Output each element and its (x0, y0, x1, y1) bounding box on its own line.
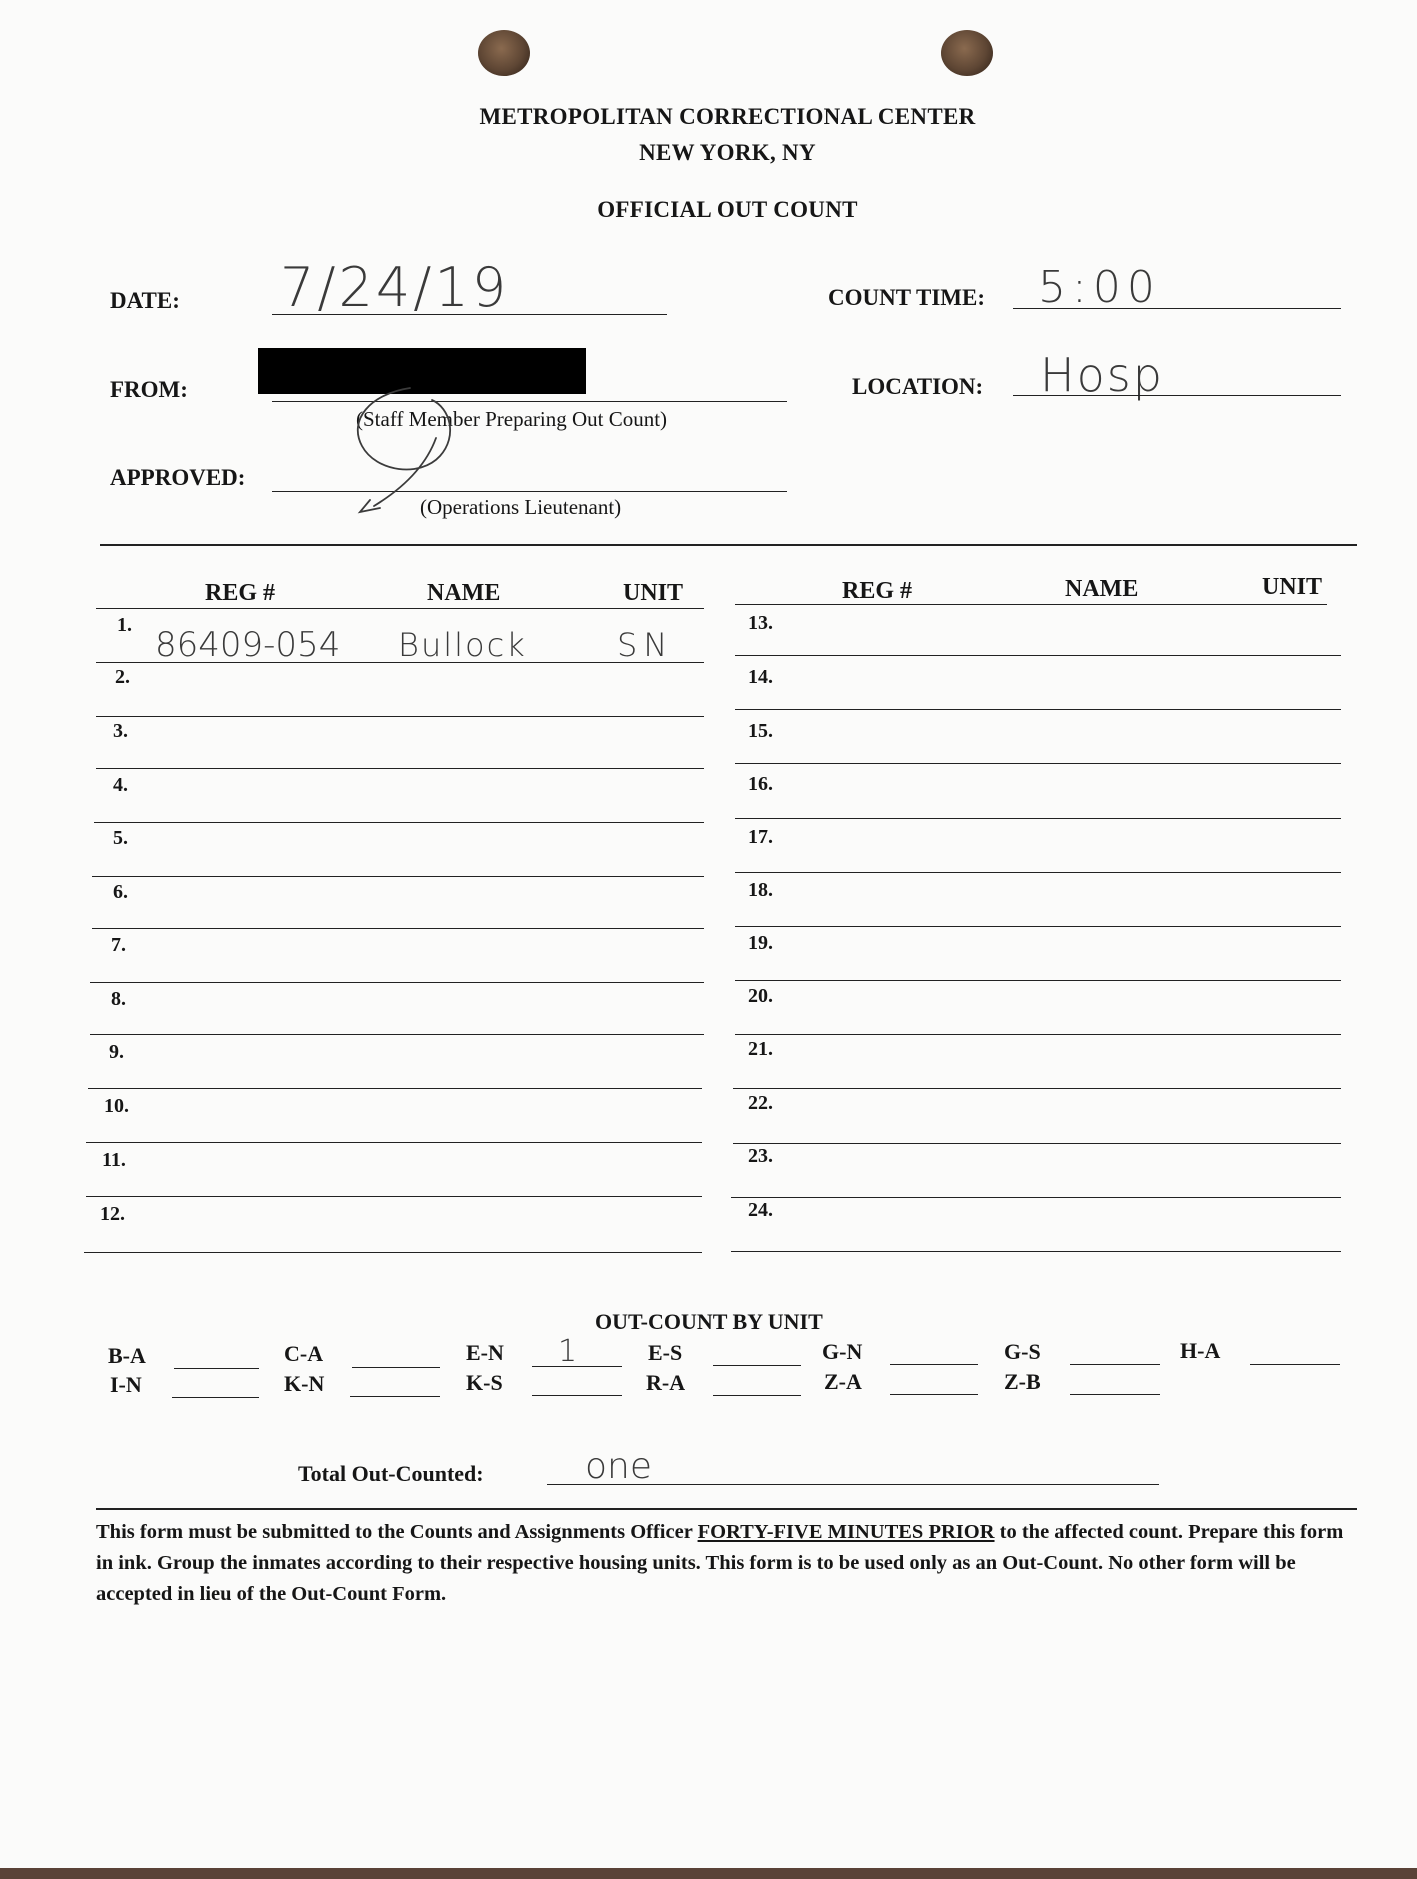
row-line (96, 768, 704, 769)
unit-blank-g-s[interactable] (1070, 1364, 1160, 1365)
unit-label-g-n: G-N (822, 1339, 863, 1364)
unit-blank-e-s[interactable] (713, 1365, 801, 1366)
punch-hole-left (478, 30, 530, 76)
row-number: 4. (113, 774, 128, 796)
row-line (733, 1088, 1341, 1089)
row-line (96, 662, 704, 663)
section-divider-bottom (96, 1508, 1357, 1510)
date-label: DATE: (110, 288, 180, 313)
row-number: 24. (748, 1199, 773, 1221)
row-number: 18. (748, 879, 773, 901)
unit-blank-i-n[interactable] (172, 1397, 259, 1398)
row-line (96, 716, 704, 717)
row-number: 6. (113, 881, 128, 903)
count-time-label: COUNT TIME: (828, 285, 985, 310)
row-number: 16. (748, 773, 773, 795)
row-line (735, 709, 1341, 710)
row-line (735, 763, 1341, 764)
row-line (735, 1034, 1341, 1035)
row-line (731, 1197, 1341, 1198)
row-number: 3. (113, 720, 128, 742)
left-unit-header: UNIT (623, 580, 684, 606)
row-number: 8. (111, 988, 126, 1010)
row-number: 13. (748, 612, 773, 634)
unit-label-z-b: Z-B (1004, 1369, 1041, 1394)
row-line (735, 655, 1341, 656)
unit-blank-r-a[interactable] (713, 1395, 801, 1396)
row-number: 20. (748, 985, 773, 1007)
row-line (92, 928, 704, 929)
total-line (547, 1484, 1159, 1485)
unit-blank-h-a[interactable] (1250, 1364, 1340, 1365)
scan-edge (0, 1868, 1417, 1879)
row-number: 21. (748, 1038, 773, 1060)
row-number: 22. (748, 1092, 773, 1114)
unit-label-k-s: K-S (466, 1370, 503, 1395)
footer-deadline: FORTY-FIVE MINUTES PRIOR (697, 1521, 995, 1543)
right-header-rule (735, 604, 1327, 605)
row-number: 7. (111, 934, 126, 956)
right-name-header: NAME (1065, 576, 1139, 602)
row-number: 19. (748, 932, 773, 954)
row-number: 5. (113, 827, 128, 849)
total-value[interactable]: one (585, 1446, 652, 1487)
unit-blank-z-b[interactable] (1070, 1394, 1160, 1395)
unit-blank-g-n[interactable] (890, 1364, 978, 1365)
row-line (733, 1143, 1341, 1144)
left-header-rule (96, 608, 704, 609)
unit-label-c-a: C-A (284, 1341, 324, 1366)
unit-blank-k-s[interactable] (532, 1395, 622, 1396)
date-value[interactable]: 7/24/19 (280, 256, 510, 319)
row-number: 2. (115, 666, 130, 688)
unit-blank-k-n[interactable] (350, 1396, 440, 1397)
row-line (90, 982, 704, 983)
unit-label-i-n: I-N (110, 1372, 142, 1397)
row-unit[interactable]: SN (617, 626, 674, 664)
row-line (735, 980, 1341, 981)
row-number: 17. (748, 826, 773, 848)
unit-blank-z-a[interactable] (890, 1394, 978, 1395)
row-number: 9. (109, 1041, 124, 1063)
date-line (272, 314, 667, 315)
approved-label: APPROVED: (110, 465, 246, 490)
unit-value-e-n[interactable]: 1 (558, 1334, 578, 1369)
row-line (94, 822, 704, 823)
section-divider-top (100, 544, 1357, 546)
row-number: 1. (117, 614, 132, 636)
row-line (84, 1252, 702, 1253)
unit-label-h-a: H-A (1180, 1338, 1221, 1363)
footer-instructions (96, 1517, 1346, 1610)
unit-blank-b-a[interactable] (174, 1368, 259, 1369)
unit-blank-e-n[interactable] (532, 1366, 622, 1367)
row-reg[interactable]: 86409-054 (155, 625, 341, 665)
count-time-value[interactable]: 5:00 (1038, 262, 1161, 313)
approved-caption: (Operations Lieutenant) (420, 495, 622, 519)
location-label: LOCATION: (852, 374, 984, 399)
location-value[interactable]: Hosp (1040, 348, 1164, 402)
from-caption: (Staff Member Preparing Out Count) (356, 407, 668, 431)
right-reg-header: REG # (842, 578, 913, 604)
footer-text-2: to the affected count. Prepare this form in ink. Group the inmates according to their respective housing units. This form is to be used only as an Out-Count. No other form will be accepted in lieu of the Out-Count Form. (96, 1521, 1344, 1605)
institution-name: METROPOLITAN CORRECTIONAL CENTER (479, 104, 976, 129)
row-line (735, 872, 1341, 873)
unit-label-b-a: B-A (108, 1343, 146, 1368)
row-number: 15. (748, 720, 773, 742)
row-name[interactable]: Bullock (398, 626, 527, 664)
form-title: OFFICIAL OUT COUNT (597, 197, 858, 222)
signature-scribble (340, 380, 500, 520)
row-line (86, 1142, 702, 1143)
unit-label-z-a: Z-A (824, 1369, 862, 1394)
unit-label-r-a: R-A (646, 1370, 686, 1395)
row-number: 11. (102, 1149, 126, 1171)
location-line (1013, 395, 1341, 396)
unit-blank-c-a[interactable] (352, 1367, 440, 1368)
unit-label-e-n: E-N (466, 1340, 504, 1365)
row-line (735, 818, 1341, 819)
right-unit-header: UNIT (1262, 574, 1323, 600)
row-line (90, 1034, 704, 1035)
row-number: 23. (748, 1145, 773, 1167)
row-line (735, 926, 1341, 927)
left-name-header: NAME (427, 580, 501, 606)
row-number: 10. (104, 1095, 129, 1117)
unit-label-k-n: K-N (284, 1371, 325, 1396)
left-reg-header: REG # (205, 580, 276, 606)
from-label: FROM: (110, 377, 188, 402)
row-line (731, 1251, 1341, 1252)
row-number: 14. (748, 666, 773, 688)
out-count-by-unit-title: OUT-COUNT BY UNIT (595, 1309, 823, 1334)
footer-text-1: This form must be submitted to the Counts and Assignments Officer (96, 1521, 698, 1543)
total-label: Total Out-Counted: (298, 1461, 484, 1486)
count-time-line (1013, 308, 1341, 309)
punch-hole-right (941, 30, 993, 76)
institution-city: NEW YORK, NY (639, 140, 816, 165)
unit-label-g-s: G-S (1004, 1339, 1041, 1364)
row-line (92, 876, 704, 877)
unit-label-e-s: E-S (648, 1340, 683, 1365)
row-line (88, 1088, 702, 1089)
row-line (86, 1196, 702, 1197)
row-number: 12. (100, 1203, 125, 1225)
